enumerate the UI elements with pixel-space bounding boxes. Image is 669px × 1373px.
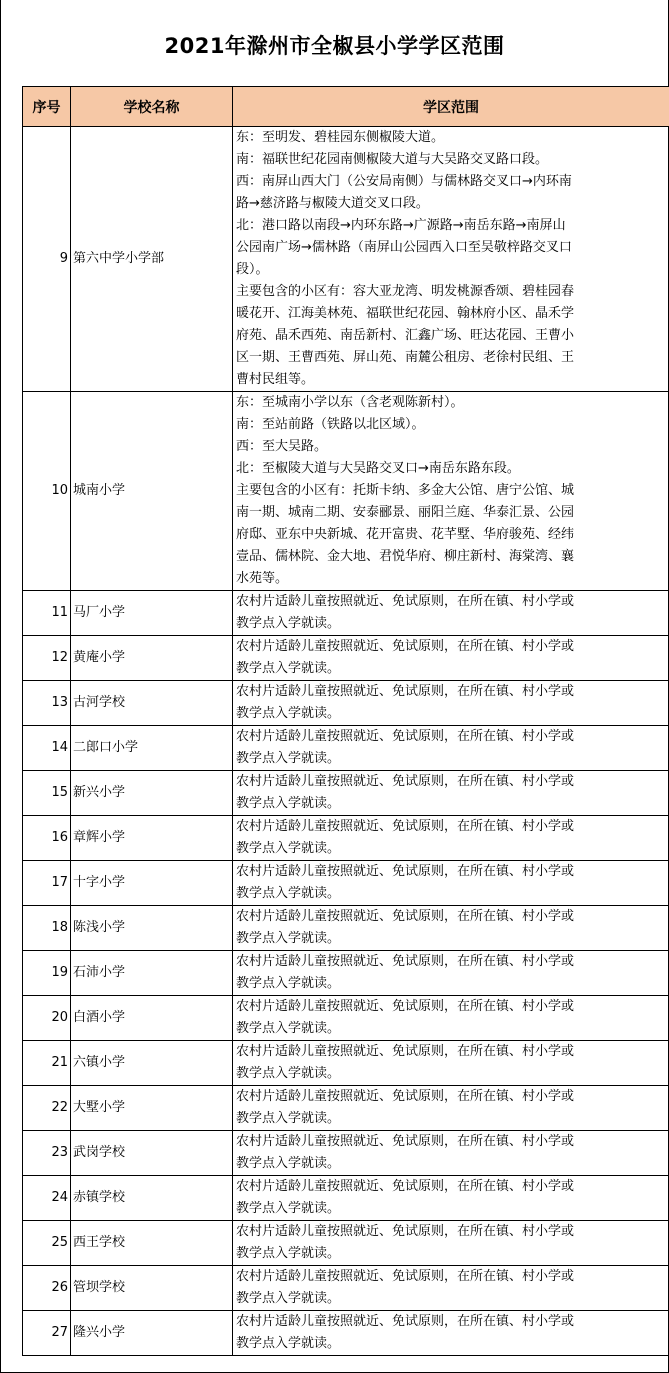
row-district-range [233, 392, 669, 591]
range-text-line: 农村片适龄儿童按照就近、免试原则，在所在镇、村小学或 [236, 1269, 575, 1284]
row-index: 20 [23, 996, 71, 1041]
page-title: 2021年滁州市全椒县小学学区范围 [164, 34, 505, 58]
range-text-line: 教学点入学就读。 [236, 1336, 341, 1351]
table-row [23, 1086, 669, 1131]
row-school-name: 赤镇学校 [71, 1176, 233, 1221]
range-text-line: 教学点入学就读。 [236, 931, 341, 946]
range-text-line: 教学点入学就读。 [236, 616, 341, 631]
row-district-range [233, 1041, 669, 1086]
row-school-name: 西王学校 [71, 1221, 233, 1266]
row-index: 21 [23, 1041, 71, 1086]
range-text-line: 教学点入学就读。 [236, 706, 341, 721]
table-row [23, 392, 669, 591]
range-text-line: 路→慈济路与椒陵大道交叉口段。 [236, 196, 429, 211]
table-row [23, 951, 669, 996]
row-index: 23 [23, 1131, 71, 1176]
row-index: 24 [23, 1176, 71, 1221]
range-text-line: 农村片适龄儿童按照就近、免试原则，在所在镇、村小学或 [236, 864, 575, 879]
row-district-range [233, 996, 669, 1041]
range-text-line: 公园南广场→儒林路（南屏山公园西入口至吴敬梓路交叉口 [236, 240, 572, 255]
range-text-line: 农村片适龄儿童按照就近、免试原则，在所在镇、村小学或 [236, 999, 575, 1014]
row-school-name: 城南小学 [71, 392, 233, 591]
table-row [23, 816, 669, 861]
row-index: 10 [23, 392, 71, 591]
row-school-name: 古河学校 [71, 681, 233, 726]
table-row [23, 127, 669, 392]
range-text-line: 东：至明发、碧桂园东侧椒陵大道。 [236, 130, 445, 145]
range-text-line: 教学点入学就读。 [236, 1156, 341, 1171]
table-row [23, 1311, 669, 1356]
row-school-name: 陈浅小学 [71, 906, 233, 951]
range-text-line: 段）。 [236, 262, 269, 277]
row-school-name: 新兴小学 [71, 771, 233, 816]
table-row [23, 1221, 669, 1266]
range-text-line: 教学点入学就读。 [236, 976, 341, 991]
range-text-line: 西：南屏山西大门（公安局南侧）与儒林路交叉口→内环南 [236, 174, 572, 189]
header-district-range: 学区范围 [233, 87, 669, 127]
range-text-line: 农村片适龄儿童按照就近、免试原则，在所在镇、村小学或 [236, 819, 575, 834]
range-text-line: 教学点入学就读。 [236, 1111, 341, 1126]
row-district-range [233, 636, 669, 681]
row-index: 26 [23, 1266, 71, 1311]
row-district-range [233, 1131, 669, 1176]
row-district-range [233, 771, 669, 816]
row-school-name: 第六中学小学部 [71, 127, 233, 392]
range-text-line: 教学点入学就读。 [236, 796, 341, 811]
range-text-line: 南：福联世纪花园南侧椒陵大道与大吴路交叉路口段。 [236, 152, 549, 167]
row-school-name: 十字小学 [71, 861, 233, 906]
range-text-line: 暖花开、江海美林苑、福联世纪花园、翰林府小区、晶禾学 [236, 306, 575, 321]
range-text-line: 府邸、亚东中央新城、花开富贵、花芊墅、华府骏苑、经纬 [236, 527, 575, 542]
range-text-line: 教学点入学就读。 [236, 1021, 341, 1036]
table-row [23, 681, 669, 726]
range-text-line: 教学点入学就读。 [236, 1201, 341, 1216]
row-index: 15 [23, 771, 71, 816]
range-text-line: 教学点入学就读。 [236, 841, 341, 856]
row-school-name: 白酒小学 [71, 996, 233, 1041]
range-text-line: 教学点入学就读。 [236, 661, 341, 676]
row-index: 13 [23, 681, 71, 726]
range-text-line: 曹村民组等。 [236, 372, 315, 387]
range-text-line: 北：港口路以南段→内环东路→广源路→南岳东路→南屏山 [236, 218, 566, 233]
range-text-line: 农村片适龄儿童按照就近、免试原则，在所在镇、村小学或 [236, 1044, 575, 1059]
row-district-range [233, 816, 669, 861]
range-text-line: 农村片适龄儿童按照就近、免试原则，在所在镇、村小学或 [236, 639, 575, 654]
table-row [23, 1131, 669, 1176]
row-school-name: 黄庵小学 [71, 636, 233, 681]
row-index: 18 [23, 906, 71, 951]
header-index: 序号 [23, 87, 71, 127]
row-district-range [233, 681, 669, 726]
row-district-range [233, 1221, 669, 1266]
row-school-name: 马厂小学 [71, 591, 233, 636]
table-row [23, 996, 669, 1041]
row-district-range [233, 906, 669, 951]
table-header-row [23, 87, 669, 127]
table-body [23, 127, 669, 1356]
range-text-line: 农村片适龄儿童按照就近、免试原则，在所在镇、村小学或 [236, 1224, 575, 1239]
row-school-name: 管坝学校 [71, 1266, 233, 1311]
row-school-name: 隆兴小学 [71, 1311, 233, 1356]
row-index: 9 [23, 127, 71, 392]
range-text-line: 水苑等。 [236, 571, 289, 586]
row-school-name: 六镇小学 [71, 1041, 233, 1086]
row-district-range [233, 591, 669, 636]
row-district-range [233, 1311, 669, 1356]
range-text-line: 西：至大吴路。 [236, 439, 328, 454]
range-text-line: 南：至站前路（铁路以北区域）。 [236, 417, 425, 432]
range-text-line: 南一期、城南二期、安泰郦景、丽阳兰庭、华泰汇景、公园 [236, 505, 575, 520]
header-school-name: 学校名称 [71, 87, 233, 127]
row-school-name: 石沛小学 [71, 951, 233, 996]
row-index: 19 [23, 951, 71, 996]
table-row [23, 591, 669, 636]
row-district-range [233, 726, 669, 771]
row-index: 27 [23, 1311, 71, 1356]
range-text-line: 农村片适龄儿童按照就近、免试原则，在所在镇、村小学或 [236, 909, 575, 924]
row-district-range [233, 1086, 669, 1131]
row-index: 16 [23, 816, 71, 861]
table-row [23, 861, 669, 906]
range-text-line: 农村片适龄儿童按照就近、免试原则，在所在镇、村小学或 [236, 1089, 575, 1104]
school-district-table [22, 86, 669, 1356]
range-text-line: 农村片适龄儿童按照就近、免试原则，在所在镇、村小学或 [236, 1314, 575, 1329]
table-row [23, 726, 669, 771]
range-text-line: 教学点入学就读。 [236, 1246, 341, 1261]
row-district-range [233, 1266, 669, 1311]
range-text-line: 壹品、儒林院、金大地、君悦华府、柳庄新村、海棠湾、襄 [236, 549, 575, 564]
range-text-line: 农村片适龄儿童按照就近、免试原则，在所在镇、村小学或 [236, 774, 575, 789]
table-row [23, 1041, 669, 1086]
row-district-range [233, 127, 669, 392]
range-text-line: 农村片适龄儿童按照就近、免试原则，在所在镇、村小学或 [236, 1134, 575, 1149]
row-index: 17 [23, 861, 71, 906]
range-text-line: 教学点入学就读。 [236, 1291, 341, 1306]
row-index: 12 [23, 636, 71, 681]
range-text-line: 府苑、晶禾西苑、南岳新村、汇鑫广场、旺达花园、王曹小 [236, 328, 575, 343]
row-index: 25 [23, 1221, 71, 1266]
range-text-line: 主要包含的小区有：容大亚龙湾、明发桃源香颂、碧桂园春 [236, 284, 575, 299]
row-index: 22 [23, 1086, 71, 1131]
row-district-range [233, 861, 669, 906]
range-text-line: 东：至城南小学以东（含老观陈新村）。 [236, 395, 464, 410]
row-school-name: 章辉小学 [71, 816, 233, 861]
range-text-line: 教学点入学就读。 [236, 1066, 341, 1081]
range-text-line: 农村片适龄儿童按照就近、免试原则，在所在镇、村小学或 [236, 594, 575, 609]
table-row [23, 771, 669, 816]
row-school-name: 武岗学校 [71, 1131, 233, 1176]
range-text-line: 农村片适龄儿童按照就近、免试原则，在所在镇、村小学或 [236, 954, 575, 969]
range-text-line: 农村片适龄儿童按照就近、免试原则，在所在镇、村小学或 [236, 729, 575, 744]
row-index: 11 [23, 591, 71, 636]
range-text-line: 农村片适龄儿童按照就近、免试原则，在所在镇、村小学或 [236, 1179, 575, 1194]
range-text-line: 农村片适龄儿童按照就近、免试原则，在所在镇、村小学或 [236, 684, 575, 699]
table-row [23, 1266, 669, 1311]
range-text-line: 区一期、王曹西苑、屏山苑、南麓公租房、老徐村民组、王 [236, 350, 575, 365]
range-text-line: 北：至椒陵大道与大吴路交叉口→南岳东路东段。 [236, 461, 520, 476]
table-row [23, 636, 669, 681]
table-row [23, 906, 669, 951]
range-text-line: 教学点入学就读。 [236, 886, 341, 901]
row-district-range [233, 951, 669, 996]
row-index: 14 [23, 726, 71, 771]
range-text-line: 教学点入学就读。 [236, 751, 341, 766]
row-school-name: 大墅小学 [71, 1086, 233, 1131]
row-district-range [233, 1176, 669, 1221]
row-school-name: 二郎口小学 [71, 726, 233, 771]
range-text-line: 主要包含的小区有：托斯卡纳、多金大公馆、唐宁公馆、城 [236, 483, 575, 498]
table-row [23, 1176, 669, 1221]
